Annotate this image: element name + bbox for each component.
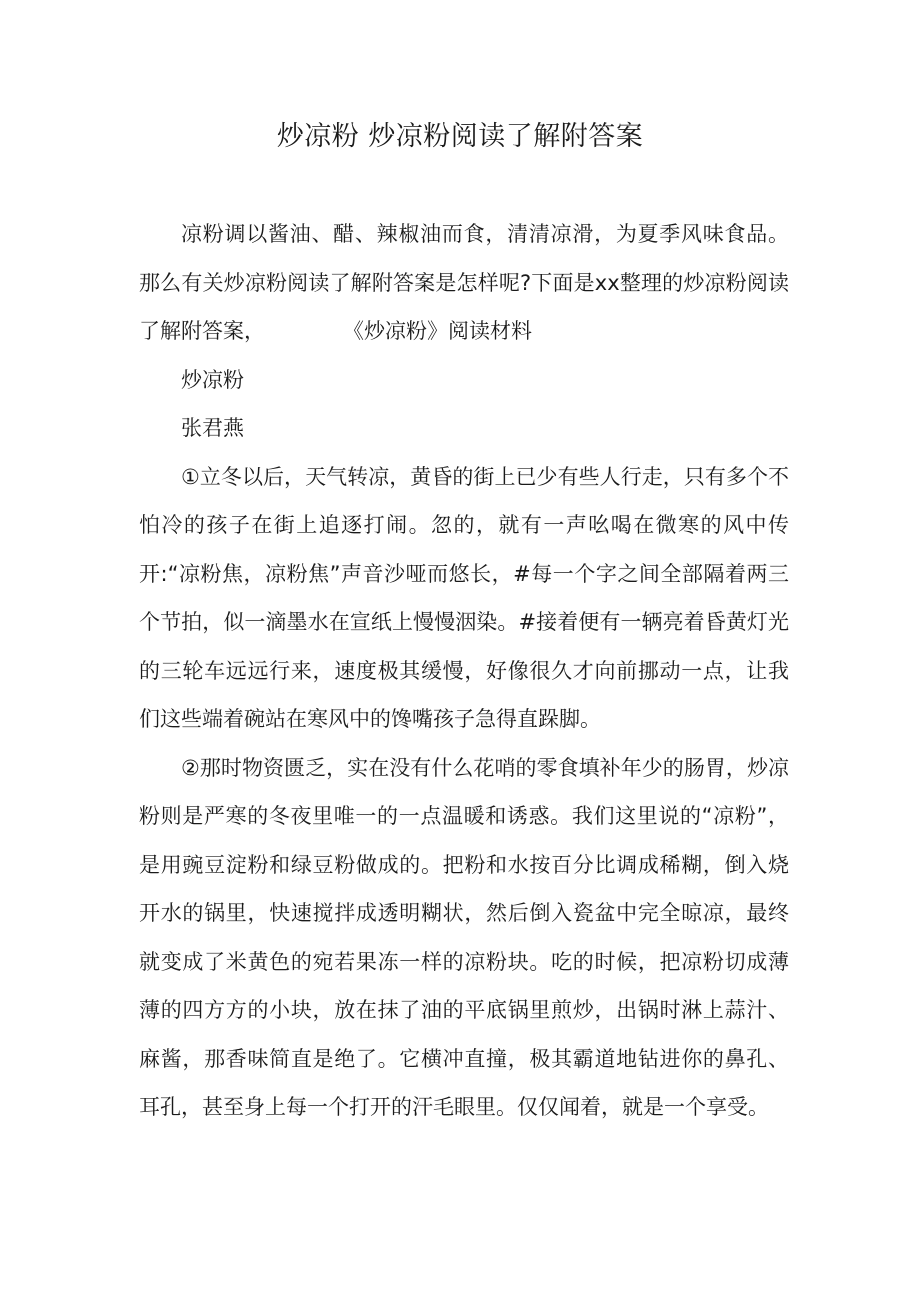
article-paragraph-2: ②那时物资匮乏，实在没有什么花哨的零食填补年少的肠胃，炒凉粉则是严寒的冬夜里唯一的一点温暖和诱惑。我们这里说的“凉粉”，是用豌豆淀粉和绿豆粉做成的。把粉和水按百分比调成稀糊，倒入烧开水的锅里，快速搅拌成透明糊状，然后倒入瓷盆中完全晾凉，最终就变成了米黄色的宛若果冻一样的凉粉块。吃的时候，把凉粉切成薄薄的四方方的小块，放在抹了油的平底锅里煎炒，出锅时淋上蒜汁、麻酱，那香味简直是绝了。它横冲直撞，极其霸道地钻进你的鼻孔、耳孔，甚至身上每一个打开的汗毛眼里。仅仅闻着，就是一个享受。 — [139, 755, 789, 1119]
article-paragraph-1: ①立冬以后，天气转凉，黄昏的街上已少有些人行走，只有多个不怕冷的孩子在街上追逐打闹。忽的，就有一声吆喝在微寒的风中传开:“凉粉焦，凉粉焦”声音沙哑而悠长，#每一个字之间全部隔着两三个节拍，似一滴墨水在宣纸上慢慢洇染。#接着便有一辆亮着昏黄灯光的三轮车远远行来，速度极其缓慢，好像很久才向前挪动一点，让我们这些端着碗站在寒风中的馋嘴孩子急得直跺脚。 — [139, 464, 789, 731]
document-body — [139, 210, 789, 1132]
intro-text: 凉粉调以酱油、醋、辣椒油而食，清清凉滑，为夏季风味食品。那么有关炒凉粉阅读了解附答案是怎样呢?下面是xx整理的炒凉粉阅读了解附答案， — [139, 222, 789, 343]
article-author: 张君燕 — [181, 416, 244, 440]
intro-paragraph — [139, 210, 789, 356]
article-title: 炒凉粉 — [181, 367, 244, 392]
document-title: 炒凉粉 炒凉粉阅读了解附答案 — [276, 121, 644, 152]
reading-material-label: 《炒凉粉》阅读材料 — [343, 319, 532, 343]
